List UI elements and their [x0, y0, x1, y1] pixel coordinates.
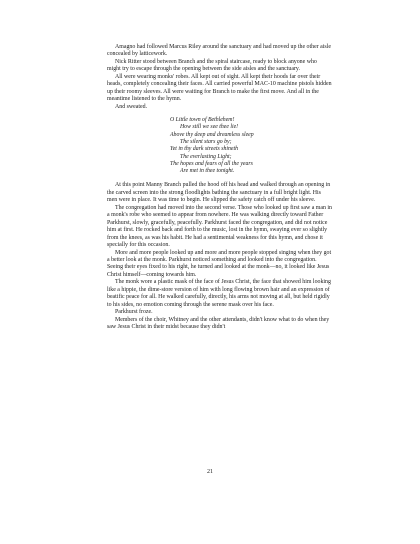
page-body: [107, 44, 332, 332]
page-number: 21: [207, 469, 213, 475]
paragraph: And sweated.: [115, 103, 148, 110]
hymn-line: Yet in thy dark streets shineth: [170, 146, 239, 153]
hymn-line: The everlasting Light;: [180, 153, 232, 160]
paragraph: Members of the choir, Whitney and the other attendants, didn't know what to do when they saw Jesus Christ in their midst because they didn't: [107, 316, 330, 331]
hymn-line: The hopes and fears of all the years: [170, 160, 253, 167]
paragraph: Amagno had followed Marcus Riley around the sanctuary and had moved up the other aisle concealed by latticework.: [107, 44, 331, 58]
hymn-line: Are met in thee tonight.: [180, 168, 235, 175]
paragraph: All were wearing monks' robes. All kept out of sight. All kept their hoods far over their heads, completely concealing their faces. All carried powerful MAC-10 machine pistols hidden up their roomy sleeves. All were waiting for Branch to make the first move. And all in the meantime listened to the hymn.: [107, 73, 332, 103]
hymn-line: O Little town of Bethlehem!: [170, 117, 235, 124]
hymn-line: Above thy deep and dreamless sleep: [170, 131, 254, 138]
hymn-verse: [170, 117, 332, 175]
hymn-line: How still we see thee lie!: [180, 124, 239, 131]
paragraph: Nick Ritter stood between Branch and the spiral staircase, ready to block anyone who might try to escape through the opening between the side aisles and the sanctuary.: [107, 58, 317, 73]
paragraph: The congregation had moved into the second verse. Those who looked up first saw a man in a monk's robe who seemed to appear from nowhere. He was walking directly toward Father Parkhurst, slowly, gracefully, peacefully. Parkhurst faced the congregation, and did not notice him at first. He rocked back and forth to the music, lost in the hymn, swaying ever so slightly from the knees, as was his habit. He had a sentimental weakness for this hymn, and chose it specially for this occasion.: [107, 204, 332, 249]
hymn-line: The silent stars go by;: [180, 138, 232, 145]
paragraph: At this point Manny Branch pulled the hood off his head and walked through an opening in the carved screen into the strong floodlights bathing the sanctuary in a full bright light. His men were in place. It was time to begin. He slipped the safety catch off under his sleeve.: [107, 182, 331, 204]
paragraph: Parkhurst froze.: [115, 309, 153, 316]
paragraph: The monk wore a plastic mask of the face of Jesus Christ, the face that showed him looking like a hippie, the dime-store version of him with long flowing brown hair and an expression of beatific peace for all. He walked carefully, directly, his arms not moving at all, but held rigidly to his sides, no emotion coming through the serene mask over his face.: [107, 279, 331, 308]
paragraph: More and more people looked up and more and more people stopped singing when they got a better look at the monk. Parkhurst noticed something and looked into the congregation. Seeing their eyes fixed to his right, he turned and looked at the monk—no, it looked like Jesus Christ himself—coming towards him.: [107, 249, 332, 278]
